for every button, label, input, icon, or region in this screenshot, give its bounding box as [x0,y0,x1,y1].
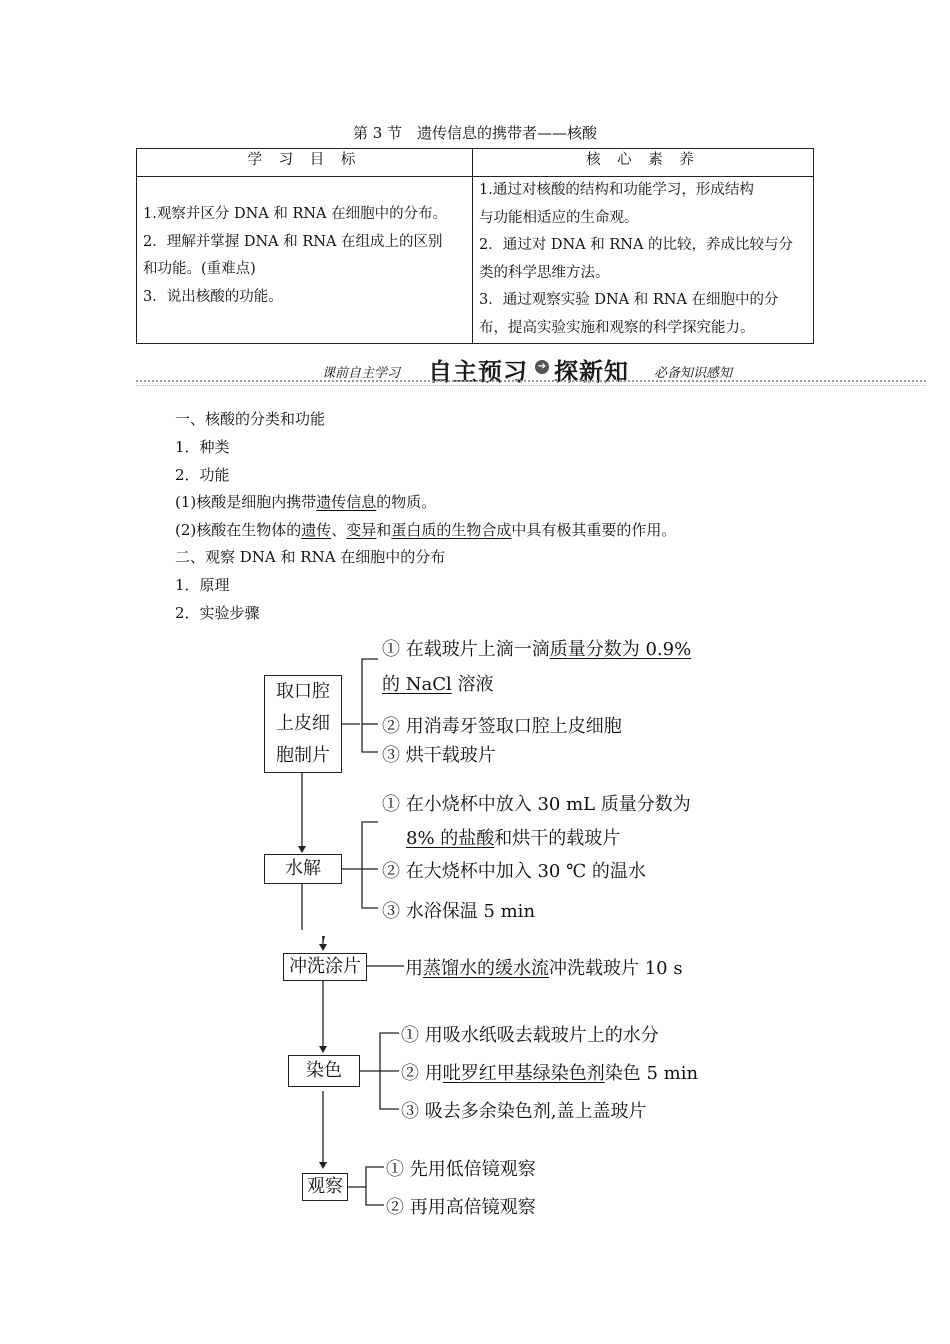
step5-substep-2: ② 再用高倍镜观察 [386,1197,536,1218]
goal-item: 和功能。(重难点) [143,261,256,277]
step4-substep-2: ② 用吡罗红甲基绿染色剂染色 5 min [401,1063,699,1084]
goal-item: 3．说出核酸的功能。 [143,288,283,305]
step1-substep-1: ① 在载玻片上滴一滴质量分数为 0.9% [382,639,692,660]
step1-substep-1-cont: 的 NaCl 溶液 [382,674,494,695]
literacy-item: 2．通过对 DNA 和 RNA 的比较，养成比较与分 [479,237,794,253]
banner-right-caption: 必备知识感知 [654,366,733,381]
step1-substep-2: ② 用消毒牙签取口腔上皮细胞 [382,716,622,737]
step-box-observation: 观察 [302,1173,348,1201]
literacy-item: 3．通过观察实验 DNA 和 RNA 在细胞中的分 [479,292,779,308]
step2-substep-2: ② 在大烧杯中加入 30 ℃ 的温水 [382,861,646,882]
section-heading-2: 二、观察 DNA 和 RNA 在细胞中的分布 [175,548,446,566]
step5-substep-1: ① 先用低倍镜观察 [386,1159,536,1180]
body-line: 1．原理 [175,576,230,594]
literacy-item: 与功能相适应的生命观。 [479,209,639,226]
banner-left-caption: 课前自主学习 [322,366,401,381]
step2-substep-1: ① 在小烧杯中放入 30 mL 质量分数为 [382,794,691,815]
literacy-item: 类的科学思维方法。 [479,264,610,281]
step1-substep-3: ③ 烘干载玻片 [382,745,496,766]
body-paragraph: (1)核酸是细胞内携带遗传信息的物质。 [175,493,437,511]
step-box-staining: 染色 [288,1055,360,1087]
body-line: 2．实验步骤 [175,604,260,622]
step3-substep-1: 用蒸馏水的缓水流冲洗载玻片 10 s [405,958,683,979]
body-paragraph: (2)核酸在生物体的遗传、变异和蛋白质的生物合成中具有极其重要的作用。 [175,521,677,539]
step2-substep-1-cont: 8% 的盐酸和烘干的载玻片 [406,828,621,849]
header-core-literacy: 核 心 素 养 [473,149,814,177]
body-line: 1．种类 [175,438,230,456]
step2-substep-3: ③ 水浴保温 5 min [382,901,536,922]
step4-substep-3: ③ 吸去多余染色剂,盖上盖玻片 [401,1101,647,1122]
step4-substep-1: ① 用吸水纸吸去载玻片上的水分 [401,1025,659,1046]
page-title: 第 3 节 遗传信息的携带者——核酸 [352,124,598,142]
literacy-item: 布，提高实验实施和观察的科学探究能力。 [479,319,755,336]
arrow-right-icon: ➔ [535,360,549,374]
literacy-item: 1.通过对核酸的结构和功能学习，形成结构 [479,182,754,198]
section-heading-1: 一、核酸的分类和功能 [175,410,326,428]
goal-item: 1.观察并区分 DNA 和 RNA 在细胞中的分布。 [143,206,448,222]
header-learning-goals: 学 习 目 标 [137,149,473,177]
banner-title-left: 自主预习 [428,358,528,386]
banner-title-right: 探新知 [554,358,629,386]
step-box-hydrolysis: 水解 [264,854,342,884]
body-line: 2．功能 [175,466,230,484]
step-box-cheek-cell-slide: 取口腔 上皮细 胞制片 [264,675,342,773]
goal-item: 2．理解并掌握 DNA 和 RNA 在组成上的区别 [143,233,443,250]
step-box-rinse-smear: 冲洗涂片 [283,953,367,981]
